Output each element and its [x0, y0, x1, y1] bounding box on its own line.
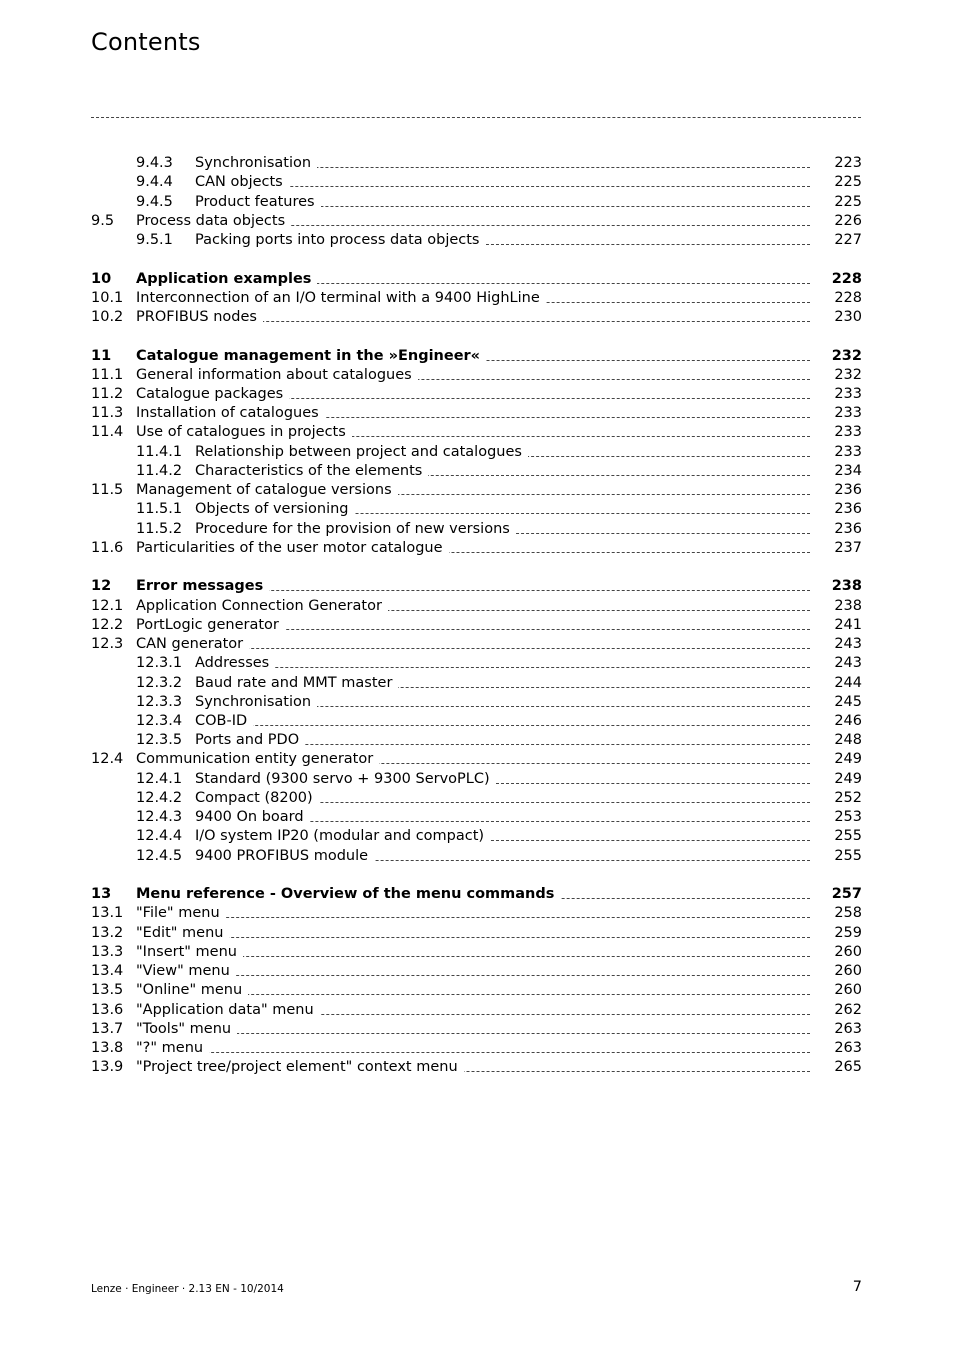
toc-entry-number: 12.3.5 [136, 732, 183, 748]
toc-entry-title: "Project tree/project element" context menu [136, 1058, 464, 1077]
toc-leader-line [136, 1033, 810, 1034]
toc-entry[interactable] [0, 347, 954, 366]
toc-entry-number: 12.3.2 [136, 675, 183, 691]
toc-entry-page: 233 [834, 424, 862, 440]
toc-entry-page: 249 [834, 751, 862, 767]
toc-entry[interactable] [0, 1001, 954, 1020]
toc-entry-number: 13.2 [91, 925, 124, 941]
toc-entry[interactable] [0, 289, 954, 308]
toc-entry-number: 12.4 [91, 751, 124, 767]
toc-entry-number: 11.1 [91, 367, 124, 383]
toc-entry-number: 11.4.2 [136, 463, 183, 479]
toc-entry-page: 249 [834, 771, 862, 787]
toc-entry-number: 9.5 [91, 213, 115, 229]
toc-entry-number: 9.4.3 [136, 155, 173, 171]
toc-entry-title: Relationship between project and catalogues [195, 443, 528, 462]
toc-entry-number: 13.4 [91, 963, 124, 979]
toc-entry[interactable] [0, 847, 954, 866]
toc-entry-number: 11.5.1 [136, 501, 183, 517]
toc-entry-number: 11.5.2 [136, 521, 183, 537]
toc-entry-number: 10 [91, 271, 112, 287]
toc-entry-page: 259 [834, 925, 862, 941]
toc-entry-title: Ports and PDO [195, 731, 305, 750]
toc-entry[interactable] [0, 443, 954, 462]
toc-entry-page: 257 [831, 886, 862, 902]
toc-entry-page: 230 [834, 309, 862, 325]
toc-entry[interactable] [0, 193, 954, 212]
footer-document-info: Lenze · Engineer · 2.13 EN - 10/2014 [91, 1283, 284, 1295]
toc-entry-page: 234 [834, 463, 862, 479]
toc-entry-page: 226 [834, 213, 862, 229]
toc-entry-page: 260 [834, 982, 862, 998]
toc-entry[interactable] [0, 366, 954, 385]
toc-entry-title: Communication entity generator [136, 750, 379, 769]
toc-entry-number: 11.2 [91, 386, 124, 402]
toc-entry-title: Objects of versioning [195, 500, 355, 519]
toc-entry-number: 10.1 [91, 290, 124, 306]
toc-entry-number: 11.5 [91, 482, 124, 498]
toc-leader-line [195, 667, 810, 668]
toc-entry-title: Use of catalogues in projects [136, 423, 352, 442]
toc-entry[interactable] [0, 1039, 954, 1058]
toc-entry[interactable] [0, 712, 954, 731]
toc-entry-page: 238 [831, 578, 862, 594]
toc-entry-number: 12.3.4 [136, 713, 183, 729]
toc-entry-title: "Tools" menu [136, 1020, 237, 1039]
toc-entry[interactable] [0, 981, 954, 1000]
toc-entry-title: PROFIBUS nodes [136, 308, 263, 327]
toc-entry-number: 9.4.5 [136, 194, 173, 210]
toc-entry-title: 9400 On board [195, 808, 310, 827]
toc-entry-title: Interconnection of an I/O terminal with a 9400 HighLine [136, 289, 546, 308]
toc-entry-page: 260 [834, 944, 862, 960]
toc-entry-title: "Edit" menu [136, 924, 229, 943]
toc-entry-number: 11 [91, 348, 112, 364]
toc-entry-number: 9.5.1 [136, 232, 173, 248]
toc-entry-number: 12.4.1 [136, 771, 183, 787]
toc-entry-page: 262 [834, 1002, 862, 1018]
toc-leader-line [136, 937, 810, 938]
toc-entry-title: "Insert" menu [136, 943, 243, 962]
toc-entry-title: Catalogue management in the »Engineer« [136, 347, 486, 366]
toc-entry-title: Application Connection Generator [136, 597, 388, 616]
toc-entry-page: 265 [834, 1059, 862, 1075]
header-rule [91, 117, 861, 118]
toc-entry[interactable] [0, 693, 954, 712]
toc-entry[interactable] [0, 827, 954, 846]
toc-entry[interactable] [0, 943, 954, 962]
toc-entry-title: Installation of catalogues [136, 404, 325, 423]
toc-entry-number: 13.1 [91, 905, 124, 921]
page-title: Contents [91, 28, 201, 56]
toc-entry[interactable] [0, 404, 954, 423]
toc-entry-number: 9.4.4 [136, 174, 173, 190]
toc-entry-number: 13 [91, 886, 112, 902]
toc-entry-page: 252 [834, 790, 862, 806]
toc-entry-page: 263 [834, 1040, 862, 1056]
toc-entry[interactable] [0, 308, 954, 327]
toc-entry-number: 12.1 [91, 598, 124, 614]
toc-entry-title: Process data objects [136, 212, 291, 231]
toc-entry-number: 13.8 [91, 1040, 124, 1056]
toc-entry[interactable] [0, 1058, 954, 1077]
toc-entry-page: 243 [834, 636, 862, 652]
toc-entry[interactable] [0, 731, 954, 750]
toc-entry-page: 255 [834, 848, 862, 864]
toc-entry-number: 13.9 [91, 1059, 124, 1075]
toc-entry-title: Synchronisation [195, 154, 317, 173]
toc-entry-page: 244 [834, 675, 862, 691]
toc-entry-page: 228 [834, 290, 862, 306]
toc-entry-number: 11.4 [91, 424, 124, 440]
toc-entry-page: 263 [834, 1021, 862, 1037]
toc-entry[interactable] [0, 674, 954, 693]
toc-entry-title: Synchronisation [195, 693, 317, 712]
toc-entry-page: 233 [834, 386, 862, 402]
toc-entry-page: 233 [834, 405, 862, 421]
toc-entry-page: 227 [834, 232, 862, 248]
toc-entry-title: 9400 PROFIBUS module [195, 847, 374, 866]
toc-entry-page: 248 [834, 732, 862, 748]
toc-entry[interactable] [0, 231, 954, 250]
toc-entry[interactable] [0, 924, 954, 943]
toc-entry-number: 12.2 [91, 617, 124, 633]
toc-entry-number: 11.4.1 [136, 444, 183, 460]
toc-entry[interactable] [0, 904, 954, 923]
toc-entry[interactable] [0, 789, 954, 808]
toc-entry-title: CAN objects [195, 173, 289, 192]
toc-entry-page: 236 [834, 501, 862, 517]
toc-entry-page: 255 [834, 828, 862, 844]
toc-entry-title: "File" menu [136, 904, 226, 923]
toc-leader-line [136, 975, 810, 976]
toc-entry-page: 253 [834, 809, 862, 825]
toc-entry[interactable] [0, 270, 954, 289]
toc-entry-title: Addresses [195, 654, 275, 673]
toc-entry-number: 12.4.2 [136, 790, 183, 806]
toc-entry-page: 232 [834, 367, 862, 383]
toc-entry-title: Particularities of the user motor catalogue [136, 539, 449, 558]
toc-entry-title: Error messages [136, 577, 269, 596]
toc-entry-number: 11.6 [91, 540, 124, 556]
toc-entry-title: "Application data" menu [136, 1001, 320, 1020]
toc-entry-page: 258 [834, 905, 862, 921]
toc-entry[interactable] [0, 1020, 954, 1039]
toc-leader-line [136, 917, 810, 918]
toc-entry-title: PortLogic generator [136, 616, 285, 635]
toc-entry-title: COB-ID [195, 712, 253, 731]
toc-entry-title: Compact (8200) [195, 789, 319, 808]
toc-entry[interactable] [0, 385, 954, 404]
toc-entry-number: 10.2 [91, 309, 124, 325]
toc-entry-number: 12 [91, 578, 112, 594]
toc-entry-page: 245 [834, 694, 862, 710]
toc-entry-title: "Online" menu [136, 981, 248, 1000]
toc-entry[interactable] [0, 597, 954, 616]
toc-entry-number: 13.5 [91, 982, 124, 998]
toc-entry-page: 243 [834, 655, 862, 671]
toc-entry-title: Standard (9300 servo + 9300 ServoPLC) [195, 770, 496, 789]
toc-entry[interactable] [0, 962, 954, 981]
toc-entry[interactable] [0, 885, 954, 904]
toc-entry-title: Menu reference - Overview of the menu commands [136, 885, 560, 904]
toc-entry-number: 13.3 [91, 944, 124, 960]
footer-page-number: 7 [852, 1279, 862, 1295]
toc-entry-page: 236 [834, 482, 862, 498]
toc-entry-title: Packing ports into process data objects [195, 231, 486, 250]
toc-entry[interactable] [0, 520, 954, 539]
toc-entry-title: Application examples [136, 270, 317, 289]
toc-entry[interactable] [0, 481, 954, 500]
toc-entry-title: Procedure for the provision of new versions [195, 520, 516, 539]
toc-entry-title: Characteristics of the elements [195, 462, 428, 481]
toc-entry[interactable] [0, 500, 954, 519]
toc-entry[interactable] [0, 212, 954, 231]
toc-entry-number: 12.3.3 [136, 694, 183, 710]
toc-entry-page: 232 [831, 348, 862, 364]
toc-entry[interactable] [0, 808, 954, 827]
toc-entry-page: 236 [834, 521, 862, 537]
toc-entry-number: 13.6 [91, 1002, 124, 1018]
toc-entry-title: "View" menu [136, 962, 236, 981]
toc-entry-page: 225 [834, 194, 862, 210]
toc-entry[interactable] [0, 462, 954, 481]
toc-entry[interactable] [0, 750, 954, 769]
toc-entry-page: 246 [834, 713, 862, 729]
toc-entry-number: 12.3.1 [136, 655, 183, 671]
toc-entry-title: I/O system IP20 (modular and compact) [195, 827, 490, 846]
toc-entry[interactable] [0, 154, 954, 173]
toc-entry-number: 12.4.4 [136, 828, 183, 844]
toc-entry-page: 228 [831, 271, 862, 287]
toc-entry-title: CAN generator [136, 635, 249, 654]
toc-entry-title: "?" menu [136, 1039, 209, 1058]
toc-entry-page: 223 [834, 155, 862, 171]
toc-entry[interactable] [0, 423, 954, 442]
toc-entry-number: 12.4.3 [136, 809, 183, 825]
toc-entry[interactable] [0, 654, 954, 673]
toc-entry-number: 13.7 [91, 1021, 124, 1037]
toc-entry[interactable] [0, 770, 954, 789]
toc-entry-page: 241 [834, 617, 862, 633]
toc-entry-number: 11.3 [91, 405, 124, 421]
toc-entry[interactable] [0, 173, 954, 192]
toc-entry[interactable] [0, 539, 954, 558]
toc-entry-title: Product features [195, 193, 321, 212]
toc-entry-title: Baud rate and MMT master [195, 674, 398, 693]
toc-entry[interactable] [0, 577, 954, 596]
toc-entry[interactable] [0, 616, 954, 635]
toc-entry-page: 225 [834, 174, 862, 190]
toc-entry-title: General information about catalogues [136, 366, 418, 385]
toc-entry-page: 233 [834, 444, 862, 460]
toc-leader-line [136, 1052, 810, 1053]
toc-entry-number: 12.3 [91, 636, 124, 652]
toc-entry-title: Management of catalogue versions [136, 481, 398, 500]
toc-entry-title: Catalogue packages [136, 385, 289, 404]
toc-leader-line [195, 725, 810, 726]
toc-entry-page: 260 [834, 963, 862, 979]
toc-entry[interactable] [0, 635, 954, 654]
toc-entry-number: 12.4.5 [136, 848, 183, 864]
toc-entry-page: 237 [834, 540, 862, 556]
toc-entry-page: 238 [834, 598, 862, 614]
